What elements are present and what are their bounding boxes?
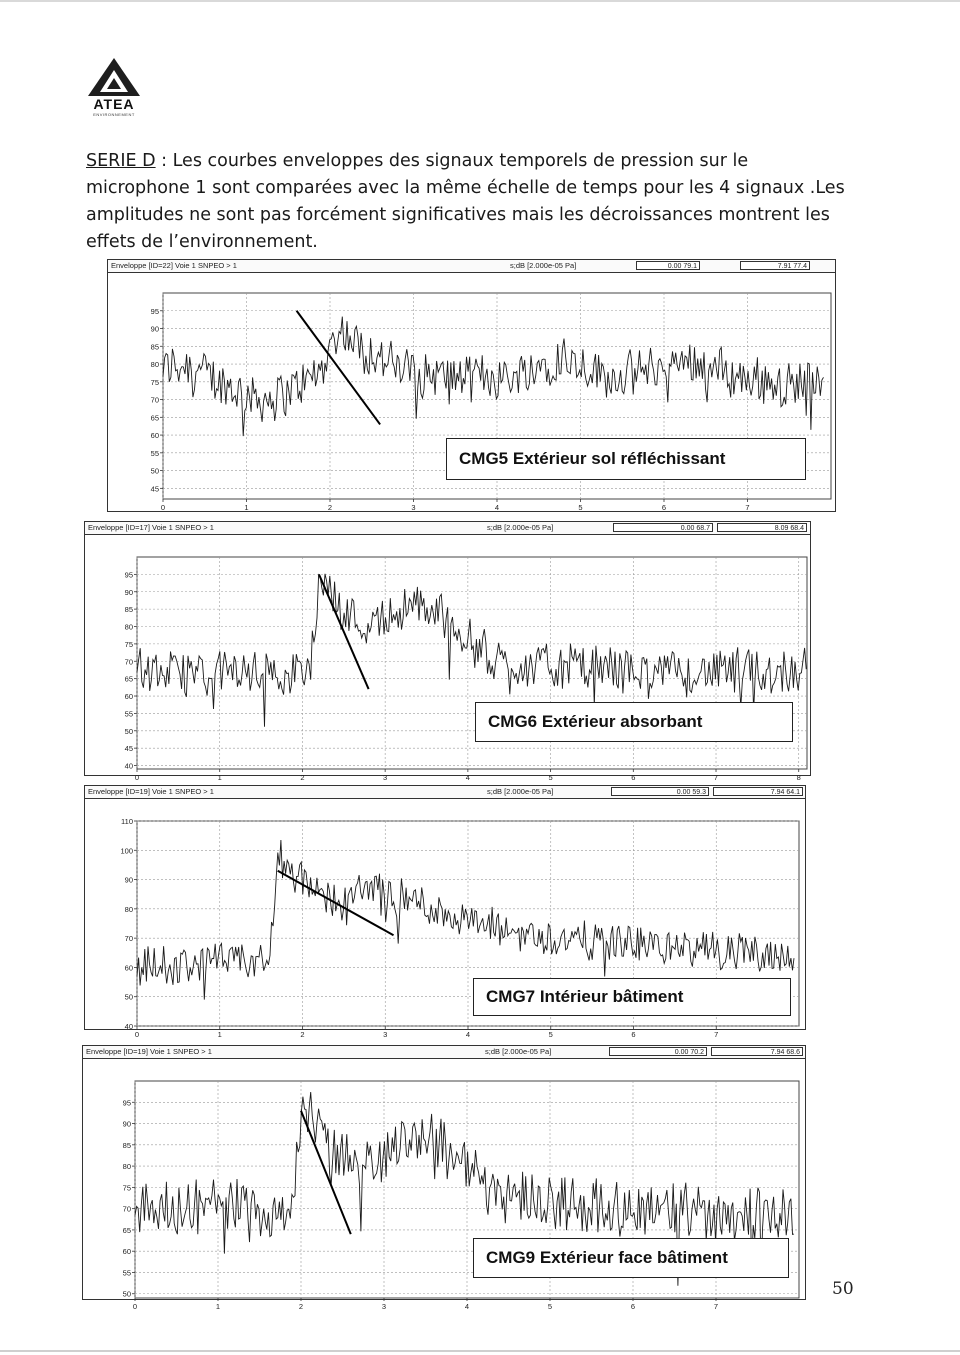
chart-header-cursor-readout: 7.94 68.6	[711, 1047, 803, 1056]
x-tick-label: 7	[713, 1302, 719, 1311]
y-tick-label: 70	[124, 657, 133, 667]
chart-header-cursor-readout: 0.00 79.1	[636, 261, 700, 270]
chart-header-cursor-readout: 8.09 68.4	[717, 523, 807, 532]
envelope-series-line	[163, 317, 824, 437]
y-tick-label: 80	[124, 904, 133, 914]
bottom-divider	[0, 1350, 960, 1352]
y-tick-label: 50	[122, 1289, 131, 1299]
x-tick-label: 5	[578, 503, 583, 512]
series-label: SERIE D	[86, 151, 156, 171]
chart-header	[85, 522, 810, 535]
chart-header-unit: s;dB [2.000e-05 Pa]	[510, 261, 577, 270]
logo-text: ATEA	[93, 96, 135, 112]
y-tick-label: 90	[150, 324, 159, 334]
chart-header-cursor-readout: 0.00 70.2	[609, 1047, 707, 1056]
y-tick-label: 95	[150, 306, 159, 316]
chart-header-cursor-readout: 0.00 59.3	[611, 787, 709, 796]
y-tick-label: 85	[124, 605, 133, 615]
chart-legend-label: CMG9 Extérieur face bâtiment	[473, 1238, 789, 1278]
y-tick-label: 45	[124, 744, 133, 754]
y-tick-label: 70	[150, 395, 159, 405]
x-tick-label: 3	[381, 1302, 387, 1311]
chart-header-unit: s;dB [2.000e-05 Pa]	[487, 787, 554, 796]
x-tick-label: 1	[215, 1302, 221, 1311]
x-tick-label: 6	[631, 773, 636, 782]
y-tick-label: 40	[124, 761, 133, 771]
x-tick-label: 2	[327, 503, 333, 512]
y-tick-label: 100	[120, 846, 133, 856]
x-tick-label: 2	[300, 1030, 305, 1039]
envelope-chart-1	[107, 259, 836, 512]
chart-header	[108, 260, 835, 273]
y-tick-label: 110	[121, 817, 133, 826]
x-tick-label: 6	[630, 1302, 636, 1311]
chart-header	[85, 786, 805, 799]
y-tick-label: 85	[150, 342, 159, 352]
x-tick-label: 4	[465, 773, 470, 782]
chart-header-cursor-readout: 0.00 68.7	[613, 523, 713, 532]
x-tick-label: 7	[745, 503, 750, 512]
y-tick-label: 60	[124, 692, 133, 702]
x-tick-label: 1	[217, 773, 222, 782]
y-tick-label: 90	[124, 587, 133, 597]
y-tick-label: 75	[122, 1183, 131, 1193]
envelope-series-line	[137, 840, 794, 1000]
x-tick-label: 4	[465, 1030, 471, 1039]
x-tick-label: 5	[547, 1302, 553, 1311]
chart-header-title: Enveloppe [ID=22] Voie 1 SNPEO > 1	[111, 261, 237, 270]
y-tick-label: 55	[122, 1268, 131, 1278]
envelope-chart-4	[82, 1045, 806, 1311]
y-tick-label: 90	[122, 1119, 131, 1129]
x-tick-label: 3	[411, 503, 416, 512]
y-tick-label: 55	[150, 448, 159, 458]
y-tick-label: 65	[150, 413, 159, 423]
intro-text: : Les courbes enveloppes des signaux temporels de pression sur le microphone 1 sont comparées avec la même échelle de temps pour les 4 signaux .Les amplitudes ne sont pas forcément significatives mais les décroissances montrent les effets de l’environnement.	[86, 151, 845, 252]
chart-legend-label: CMG5 Extérieur sol réfléchissant	[446, 438, 806, 480]
chart-header-unit: s;dB [2.000e-05 Pa]	[485, 1047, 552, 1056]
y-tick-label: 75	[124, 639, 133, 649]
x-tick-label: 5	[548, 773, 553, 782]
chart-header-title: Enveloppe [ID=19] Voie 1 SNPEO > 1	[88, 787, 214, 796]
x-tick-label: 7	[713, 773, 719, 782]
chart-header-cursor-readout: 7.91 77.4	[740, 261, 810, 270]
y-tick-label: 85	[122, 1140, 131, 1150]
x-tick-label: 4	[494, 503, 500, 512]
chart-header-unit: s;dB [2.000e-05 Pa]	[487, 523, 554, 532]
chart-legend-label: CMG6 Extérieur absorbant	[475, 702, 793, 742]
x-tick-label: 6	[631, 1030, 636, 1039]
x-tick-label: 0	[134, 773, 140, 782]
envelope-chart-3	[84, 785, 806, 1039]
page-number: 50	[832, 1279, 854, 1299]
top-divider	[0, 0, 960, 2]
logo-subtitle: ENVIRONNEMENT	[93, 112, 135, 117]
y-tick-label: 55	[124, 709, 133, 719]
y-tick-label: 50	[124, 726, 133, 736]
y-tick-label: 60	[122, 1247, 131, 1257]
intro-paragraph	[86, 148, 856, 256]
y-tick-label: 80	[122, 1162, 131, 1172]
y-tick-label: 95	[124, 570, 133, 580]
x-tick-label: 3	[383, 1030, 388, 1039]
x-tick-label: 5	[548, 1030, 553, 1039]
decay-trend-line	[278, 871, 394, 935]
x-tick-label: 1	[244, 503, 249, 512]
x-tick-label: 7	[714, 1030, 719, 1039]
chart-header-title: Enveloppe [ID=17] Voie 1 SNPEO > 1	[88, 523, 214, 532]
x-tick-label: 3	[383, 773, 388, 782]
y-tick-label: 90	[124, 875, 133, 885]
y-tick-label: 50	[150, 466, 159, 476]
chart-header-title: Enveloppe [ID=19] Voie 1 SNPEO > 1	[86, 1047, 212, 1056]
chart-legend-label: CMG7 Intérieur bâtiment	[473, 978, 791, 1016]
y-tick-label: 60	[124, 963, 133, 973]
x-tick-label: 0	[134, 1030, 140, 1039]
y-tick-label: 70	[124, 934, 133, 944]
y-tick-label: 65	[122, 1225, 131, 1235]
x-tick-label: 2	[298, 1302, 304, 1311]
y-tick-label: 75	[150, 377, 159, 387]
envelope-chart-2	[84, 521, 811, 782]
y-tick-label: 80	[150, 360, 159, 370]
y-tick-label: 65	[124, 674, 133, 684]
x-tick-label: 2	[300, 773, 305, 782]
x-tick-label: 0	[132, 1302, 138, 1311]
y-tick-label: 45	[150, 484, 159, 494]
x-tick-label: 0	[160, 503, 166, 512]
y-tick-label: 80	[124, 622, 133, 632]
chart-header-cursor-readout: 7.94 64.1	[713, 787, 803, 796]
x-tick-label: 4	[464, 1302, 470, 1311]
y-tick-label: 95	[122, 1098, 131, 1108]
x-tick-label: 6	[661, 503, 667, 512]
y-tick-label: 60	[150, 431, 159, 441]
x-tick-label: 1	[217, 1030, 222, 1039]
x-tick-label: 8	[796, 773, 801, 782]
y-tick-label: 50	[124, 992, 133, 1002]
triangle-logo-icon	[84, 56, 144, 98]
y-tick-label: 70	[122, 1204, 131, 1214]
y-tick-label: 40	[124, 1022, 133, 1031]
chart-header	[83, 1046, 805, 1059]
